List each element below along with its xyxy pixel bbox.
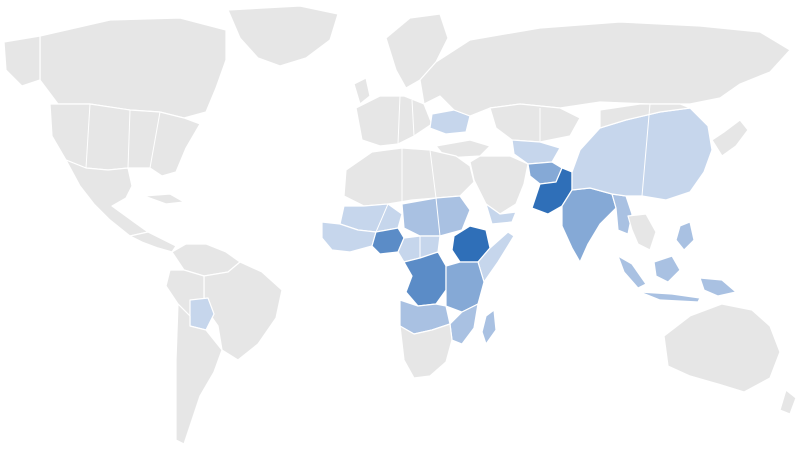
region-canada[interactable] [40, 18, 226, 118]
region-drc[interactable] [404, 252, 446, 306]
